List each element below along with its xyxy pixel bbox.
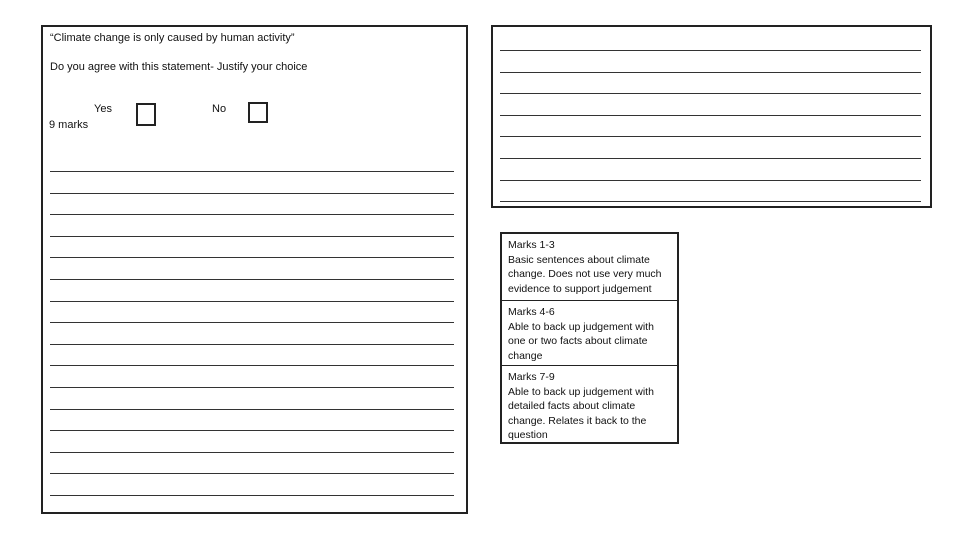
writing-line [500,201,921,202]
writing-line [500,93,921,94]
mark-band-3 [502,365,677,442]
no-checkbox[interactable] [248,102,268,123]
mark-band-description: Able to back up judgement with detailed facts about climate change. Relates it back to the question [508,385,654,441]
mark-band-description: Basic sentences about climate change. Does not use very much evidence to support judgement [508,253,662,295]
writing-line [50,193,454,194]
writing-line [500,136,921,137]
writing-line [50,473,454,474]
writing-line [500,180,921,181]
writing-line [50,409,454,410]
answer-panel-left [41,25,468,514]
question-statement: “Climate change is only caused by human activity” [50,32,295,44]
writing-line [50,387,454,388]
no-label: No [212,103,227,115]
writing-line [50,279,454,280]
writing-line [50,171,454,172]
mark-band-description: Able to back up judgement with one or two facts about climate change [508,320,654,362]
writing-line [50,322,454,323]
writing-line [50,236,454,237]
writing-line [500,115,921,116]
mark-scheme-box [500,232,679,444]
question-prompt: Do you agree with this statement- Justify your choice [50,61,308,73]
writing-line [50,495,454,496]
writing-line [50,301,454,302]
writing-line [50,365,454,366]
writing-line [50,430,454,431]
mark-band-2 [502,300,677,365]
yes-checkbox[interactable] [136,103,156,126]
yes-label: Yes [94,103,112,115]
writing-line [50,344,454,345]
mark-band-1 [502,234,677,300]
marks-label: 9 marks [49,119,89,131]
writing-line [50,452,454,453]
mark-band-title: Marks 1-3 [508,239,555,251]
mark-band-title: Marks 7-9 [508,371,555,383]
writing-line [50,214,454,215]
writing-line [500,72,921,73]
writing-line [50,257,454,258]
answer-panel-right [491,25,932,208]
writing-line [500,158,921,159]
writing-line [500,50,921,51]
mark-band-title: Marks 4-6 [508,306,555,318]
